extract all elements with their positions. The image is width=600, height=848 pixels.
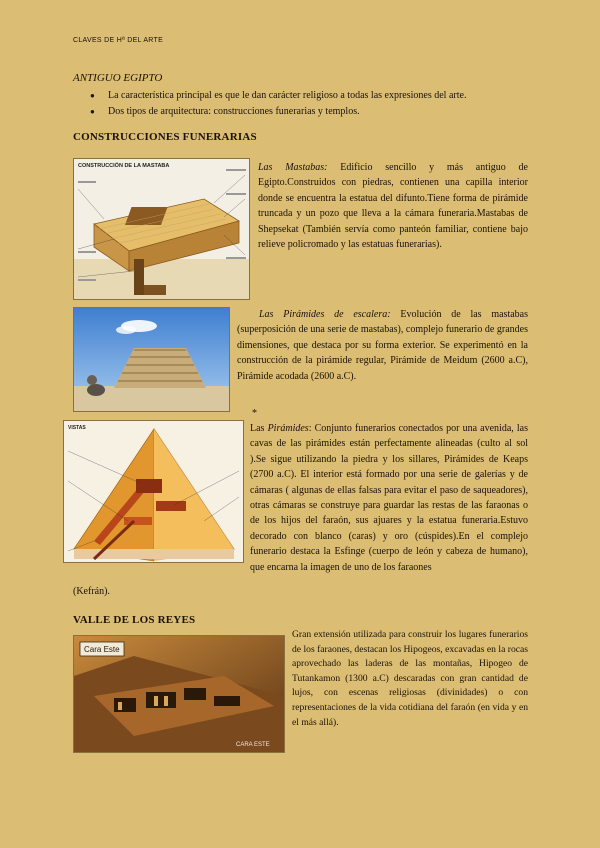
tomb-illustration — [73, 635, 285, 753]
escalera-paragraph — [237, 307, 528, 384]
pyramid-cross-section — [63, 420, 244, 563]
piramides-lead: Las — [250, 423, 268, 434]
intro-bullets — [90, 88, 466, 120]
piramides-term: Pirámides — [267, 423, 309, 434]
pyramid-figure-title: VISTAS — [68, 425, 86, 431]
mastaba-illustration — [73, 158, 250, 300]
mastaba-figure-title: CONSTRUCCIÓN DE LA MASTABA — [78, 163, 170, 169]
escalera-text: Evolución de las mastabas (superposición de una serie de mastabas), complejo funerario de grandes dimensiones, que destaca por su forma exterior. Se experimentó en la construcción de la pirámide regular, Pirámide de Meidum (2600 a.C), Pirámide acodada (2600 a.C). — [237, 309, 528, 382]
piramides-text: : Conjunto funerarios conectados por una avenida, las cavas de las pirámides están perfectamente alineadas (culto al sol ).Se sigue utilizando la piedra y los sillares, Pirámides de Keaps (2700 a.C). El interior está formado por una serie de galerías y de cámaras ( algunas de ellas falsas para evitar el paso de saqueadores), otras cámaras se construye para guardar las restas de las faraonas o de los hijos del faraón, sus ajuares y la estatua funeraria.Estuvo decorado con blanco (caras) y oro (cúspides).En el complejo funerario destaca la Esfinge (cuerpo de león y cabeza de humano), que encarna la imagen de uno de los faraones — [250, 423, 528, 573]
escalera-term: Las Pirámides de escalera: — [259, 309, 391, 320]
mastabas-text: Edificio sencillo y más antiguo de Egipto.Construidos con piedras, contienen una capilla interior donde se encuentra la estatua del difunto.Tiene forma de pirámide truncada y un pozo que lleva a la cámara funeraria.Mastabas de Shepsekat (También servía como panteón familiar, contiene bajo relieve policromado y las estatuas funerarias). — [258, 162, 529, 251]
list-item: ● La característica principal es que le dan carácter religioso a todas las expresiones del arte. — [90, 88, 466, 104]
mastabas-paragraph — [258, 160, 528, 252]
valle-paragraph: Gran extensión utilizada para construir los lugares funerarios de los faraones, destacan los Hipogeos, excavadas en la rocas aprovechado las laderas de las montañas, Hipogeo de Tutankamon (1300 a.C) descaradas con gran cantidad de lujos, con escenas religiosas (divinidades) o con representaciones de la vida cotidiana del faraón (en vida y en el más allá). — [292, 629, 528, 728]
list-item: ● Dos tipos de arquitectura: construcciones funerarias y templos. — [90, 104, 466, 120]
mastabas-term: Las Mastabas: — [258, 162, 328, 173]
valle-heading: VALLE DE LOS REYES — [73, 614, 196, 626]
section-title: ANTIGUO EGIPTO — [73, 72, 163, 84]
tomb-figure-footer: CARA ESTE — [236, 742, 270, 748]
asterisk: * — [252, 408, 257, 419]
tomb-figure-label: Cara Este — [84, 645, 120, 654]
step-pyramid-photo — [73, 307, 230, 412]
page-header: CLAVES DE Hª DEL ARTE — [73, 37, 164, 44]
piramides-tail: (Kefrán). — [73, 586, 110, 597]
funerarias-heading: CONSTRUCCIONES FUNERARIAS — [73, 131, 257, 143]
piramides-paragraph — [250, 421, 528, 575]
